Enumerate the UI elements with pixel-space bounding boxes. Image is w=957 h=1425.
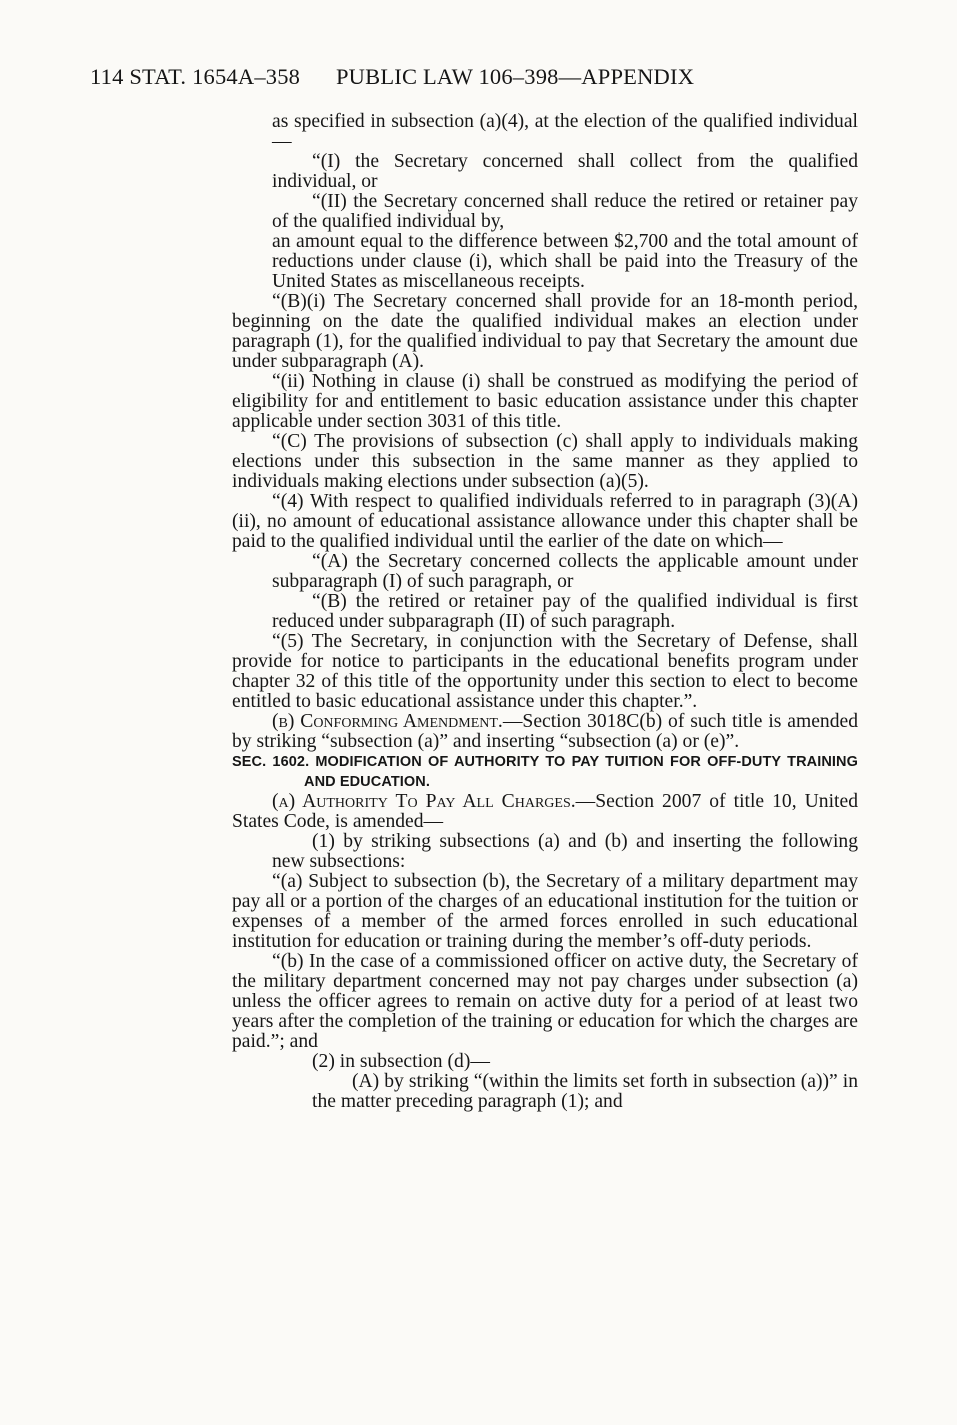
paragraph: (A) by striking “(within the limits set forth in subsection (a))” in the matter preceding paragraph (1); and [312,1071,858,1112]
paragraph: an amount equal to the difference between $2,700 and the total amount of reductions under clause (i), which shall be paid into the Treasury of the United States as miscellaneous receipts. [272,231,858,292]
paragraph-text: —Section 3018C(b) of such title is amended by striking “subsection (a)” and inserting “subsection (a) or (e)”. [232,711,858,752]
page-body [232,112,858,1112]
paragraph: “(I) the Secretary concerned shall collect from the qualified individual, or [272,151,858,192]
paragraph: “(ii) Nothing in clause (i) shall be construed as modifying the period of eligibility for and entitlement to basic education assistance under this chapter applicable under section 3031 of this title. [232,371,858,432]
paragraph: as specified in subsection (a)(4), at the election of the qualified individual— [272,111,858,152]
paragraph: (2) in subsection (d)— [312,1051,490,1072]
paragraph: “(B)(i) The Secretary concerned shall provide for an 18-month period, beginning on the date the qualified individual makes an election under paragraph (1), for the qualified individual to pay that Secretary the amount due under subparagraph (A). [232,291,858,372]
paragraph: “(b) In the case of a commissioned officer on active duty, the Secretary of the military department concerned may not pay charges under subsection (a) unless the officer agrees to remain on active duty for a period of at least two years after the completion of the training or education for which the charges are paid.”; and [232,951,858,1052]
section-heading: SEC. 1602. MODIFICATION OF AUTHORITY TO PAY TUITION FOR OFF-DUTY TRAINING AND EDUCATION. [232,754,858,790]
paragraph-text: —Section 2007 of title 10, United States Code, is amended— [232,791,858,832]
paragraph: “(a) Subject to subsection (b), the Secretary of a military department may pay all or a portion of the charges of an educational institution for the tuition or expenses of a member of the armed forces enrolled in such educational institution for education or training during the member’s off-duty periods. [232,871,858,952]
paragraph: (1) by striking subsections (a) and (b) and inserting the following new subsections: [272,831,858,872]
paragraph: “(II) the Secretary concerned shall reduce the retired or retainer pay of the qualified individual by, [272,191,858,232]
paragraph: “(C) The provisions of subsection (c) shall apply to individuals making elections under this subsection in the same manner as they applied to individuals making elections under subsection (a)(5). [232,431,858,492]
paragraph: “(5) The Secretary, in conjunction with the Secretary of Defense, shall provide for notice to participants in the educational benefits program under chapter 32 of this title of the opportunity under this section to elect to become entitled to basic educational assistance under this chapter.”. [232,631,858,712]
paragraph: “(4) With respect to qualified individuals referred to in paragraph (3)(A)(ii), no amount of educational assistance allowance under this chapter shall be paid to the qualified individual until the earlier of the date on which— [232,491,858,552]
paragraph: “(B) the retired or retainer pay of the qualified individual is first reduced under subparagraph (II) of such paragraph. [272,591,858,632]
paragraph [232,712,858,752]
subsection-heading: (b) Conforming Amendment. [272,711,503,732]
statute-citation: 114 STAT. 1654A–358 [90,64,301,89]
paragraph: “(A) the Secretary concerned collects the applicable amount under subparagraph (I) of such paragraph, or [272,551,858,592]
law-title: PUBLIC LAW 106–398—APPENDIX [335,64,695,89]
subsection-heading: (a) Authority To Pay All Charges. [272,791,576,812]
paragraph [232,792,858,832]
running-header [90,64,694,90]
